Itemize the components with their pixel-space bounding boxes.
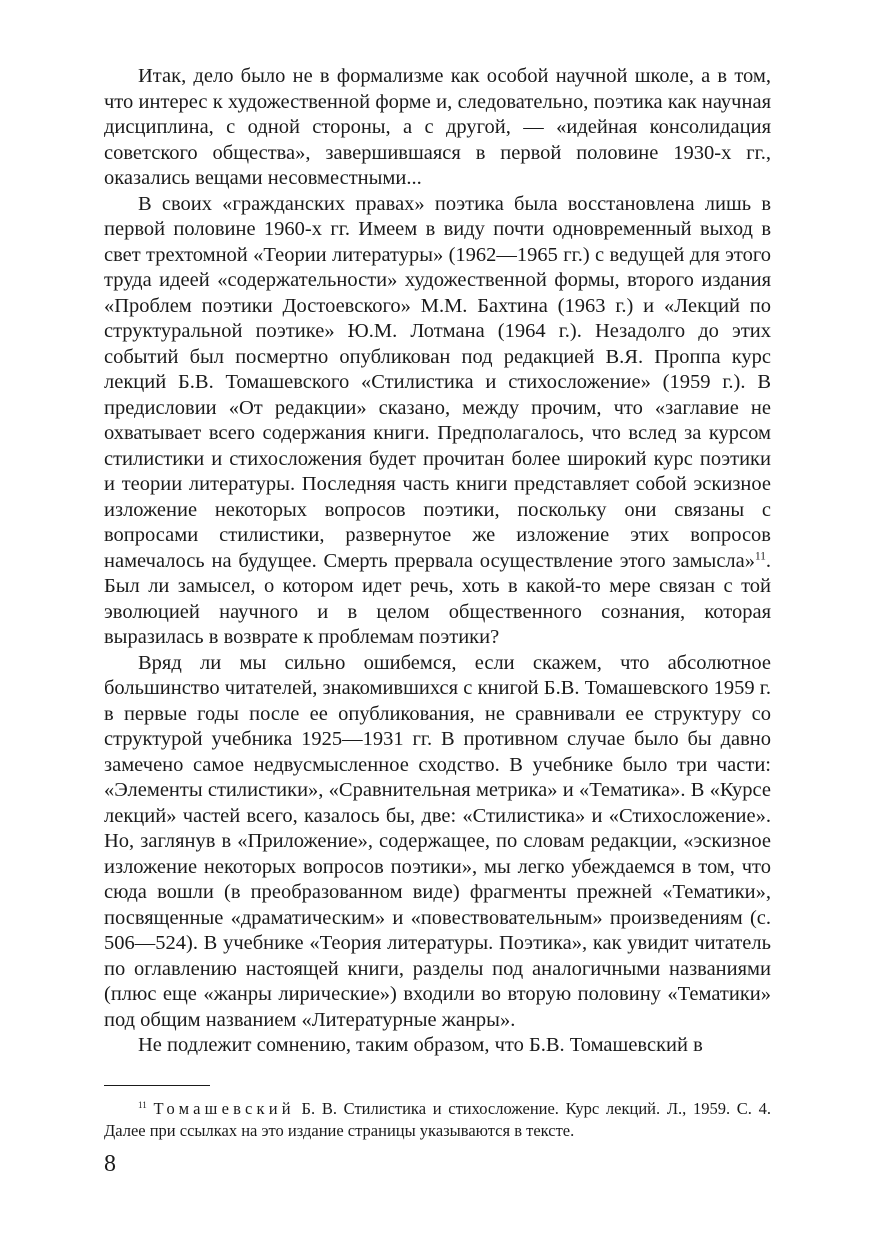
footnote-divider: [104, 1085, 210, 1086]
paragraph-4: Не подлежит сомнению, таким образом, что Б.В. Томашевский в: [138, 1034, 703, 1056]
footnote-author: Томашевский: [153, 1099, 295, 1118]
paragraph-2-text-before-ref: В своих «гражданских правах» поэтика была восстановлена лишь в первой половине 1960-х гг. Имеем в виду почти одновременный выход в свет трехтомной «Теории литературы» (1962—1965 гг.) с ведущей для этого труда идеей «содержательности» художественной формы, второго издания «Проблем поэтики Достоевского» М.М. Бахтина (1963 г.) и «Лекций по структуральной поэтике» Ю.М. Лотмана (1964 г.). Незадолго до этих событий был посмертно опубликован под редакцией В.Я. Проппа курс лекций Б.В. Томашевского «Стилистика и стихосложение» (1959 г.). В предисловии «От редакции» сказано, между прочим, что «заглавие не охватывает всего содержания книги. Предполагалось, что вслед за курсом стилистики и стихосложения будет прочитан более широкий курс поэтики и теории литературы. Последняя часть книги представляет собой эскизное изложение некоторых вопросов поэтики, поскольку они связаны с вопросами стилистики, развернутое же изложение этих вопросов намечалось на будущее. Смерть прервала осуществление этого замысла»: [104, 192, 771, 572]
paragraph-2-text-after-ref: . Был ли замысел, о котором идет речь, хоть в какой-то мере связан с той эволюцией научного и в целом общественного сознания, которая выразилась в возврате к проблемам поэтики?: [104, 549, 771, 648]
footnote-ref: 11: [755, 550, 766, 563]
paragraph-2: [104, 192, 771, 651]
footnote-number: 11: [138, 1100, 147, 1111]
page-number: 8: [104, 1151, 116, 1177]
footnote: [104, 1098, 771, 1142]
page-body: [104, 64, 771, 1059]
paragraph-1: Итак, дело было не в формализме как особой научной школе, а в том, что интерес к художественной форме и, следовательно, поэтика как научная дисциплина, с одной стороны, а с другой, — «идейная консолидация советского общества», завершившаяся в первой половине 1930-х гг., оказались вещами несовместными...: [104, 65, 771, 189]
paragraph-3: Вряд ли мы сильно ошибемся, если скажем, что абсолютное большинство читателей, знакомившихся с книгой Б.В. Томашевского 1959 г. в первые годы после ее опубликования, не сравнивали ее структуру со структурой учебника 1925—1931 гг. В противном случае было бы давно замечено самое недвусмысленное сходство. В учебнике было три части: «Элементы стилистики», «Сравнительная метрика» и «Тематика». В «Курсе лекций» частей всего, казалось бы, две: «Стилистика» и «Стихосложение». Но, заглянув в «Приложение», содержащее, по словам редакции, «эскизное изложение некоторых вопросов поэтики», мы легко убеждаемся в том, что сюда вошли (в преобразованном виде) фрагменты прежней «Тематики», посвященные «драматическим» и «повествовательным» произведениям (с. 506—524). В учебнике «Теория литературы. Поэтика», как увидит читатель по оглавлению настоящей книги, разделы под аналогичными названиями (плюс еще «жанры лирические») входили во вторую половину «Тематики» под общим названием «Литературные жанры».: [104, 651, 771, 1031]
footnote-text: Б. В. Стилистика и стихосложение. Курс лекций. Л., 1959. С. 4. Далее при ссылках на это издание страницы указываются в тексте.: [104, 1099, 772, 1140]
